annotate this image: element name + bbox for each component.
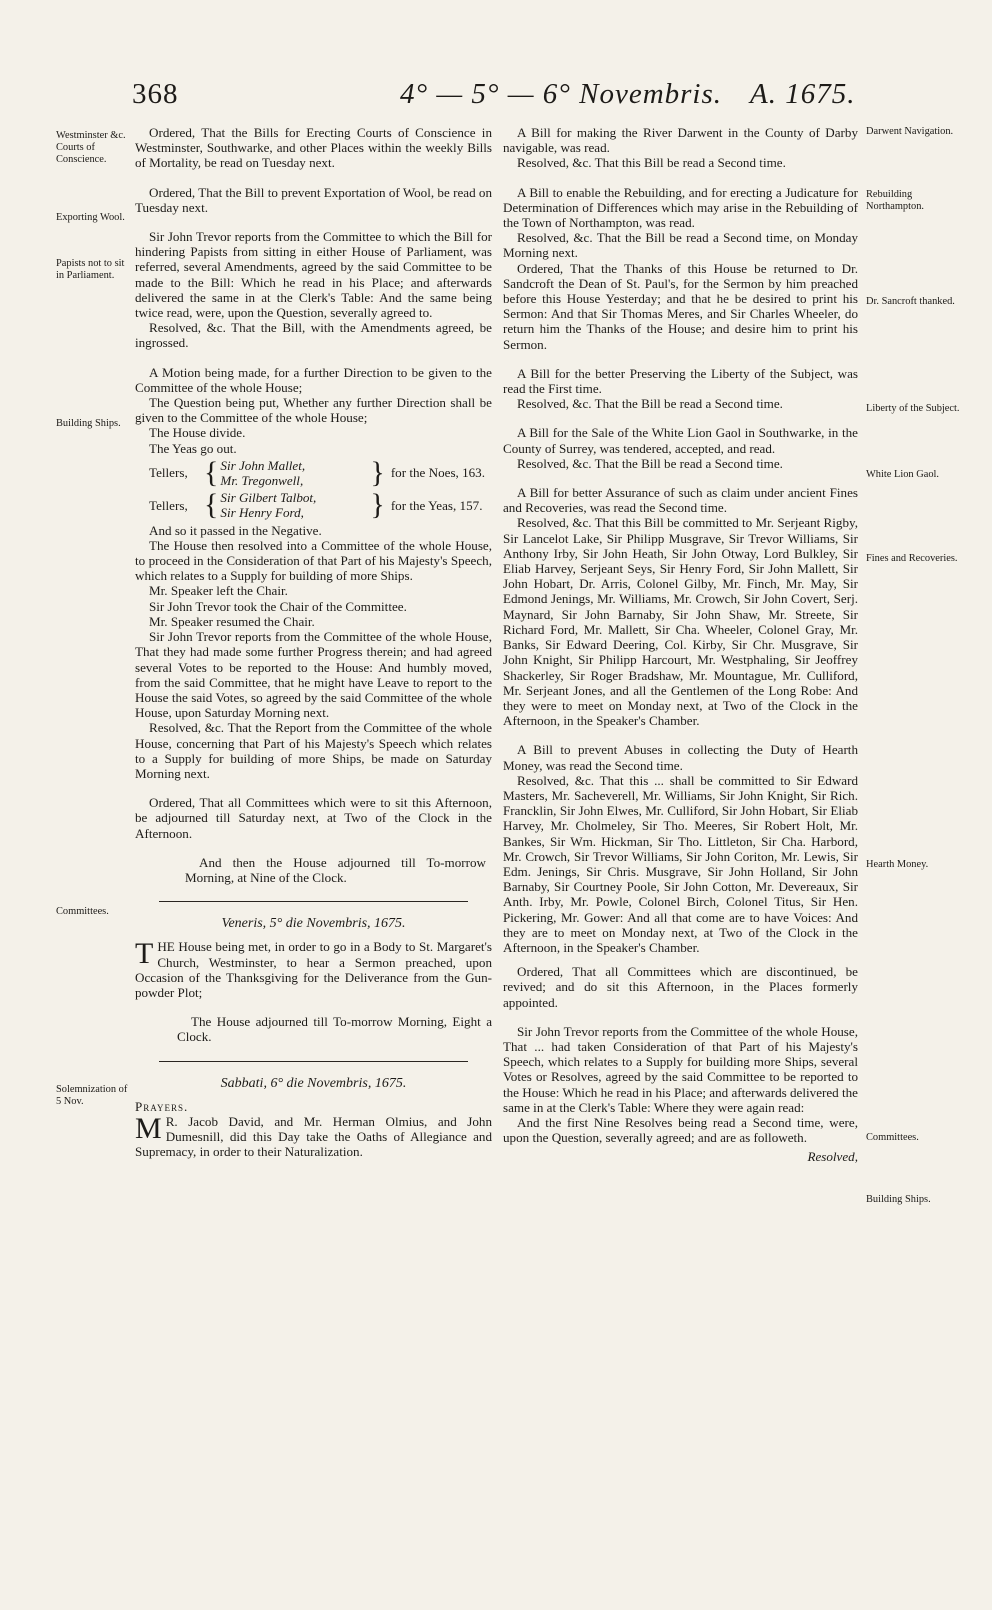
paragraph: Sir John Trevor reports from the Committee to which the Bill for hindering Papists from sitting in either House of Parliament, was referred, several Amendments, agreed by the said Committee to be made to the Bill: Which he read in his Place; and afterwards delivered the same in at the Clerk's Table: And the same being twice read, were, upon the Question, severally agreed to.	[135, 229, 492, 321]
tellers-label: Tellers,	[149, 465, 188, 481]
paragraph: The Yeas go out.	[149, 440, 237, 456]
paragraph: A Bill for better Assurance of such as claim under ancient Fines and Recoveries, was read the Second time.	[503, 485, 858, 516]
paragraph: Resolved, &c. That this Bill be committed to Mr. Serjeant Rigby, Sir Lancelot Lake, Sir Philipp Musgrave, Sir Trevor Williams, Sir Anthony Irby, Sir John Heath, Sir John Otway, Lord Bulkley, Sir Eliab Harvey, Serjeant Seys, Sir Henry Ford, Sir John Mallett, Sir John Hobart, Dr. Arris, Colonel Gilby, Mr. Finch, Mr. May, Sir Edmond Jenings, Mr. Williams, Mr. Crowch, Sir John Covert, Serj. Maynard, Sir John Barnaby, Sir John Shaw, Mr. Streete, Sir Richard Ford, Mr. Mallett, Sir Cha. Wheeler, Colonel Gray, Mr. Banks, Sir Edward Deering, Col. Kirby, Sir Chr. Musgrave, Sir John Knight, Sir Philipp Harcourt, Mr. Westphaling, Sir Jeoffrey Shackerley, Sir Roger Bradshaw, Mr. Mountague, Mr. Culliford, Mr. Serjeant Jones, and all the Gentlemen of the Long Robe: And they were to meet on Monday next, at Two of the Clock in the Afternoon, in the Speaker's Chamber.	[503, 515, 858, 729]
section-divider	[159, 1061, 468, 1062]
paragraph: Ordered, That the Bill to prevent Exportation of Wool, be read on Tuesday next.	[135, 184, 492, 215]
teller-result: for the Yeas, 157.	[390, 497, 483, 513]
brace-open: {	[204, 456, 219, 490]
paragraph: Resolved, &c. That the Bill, with the Amendments agreed, be ingrossed.	[135, 320, 492, 351]
paragraph: Ordered, That all Committees which are discontinued, be revived; and do sit this Afternoon, in the Places formerly appointed.	[503, 964, 858, 1010]
margin-note-darwent: Darwent Navigation.	[866, 126, 954, 137]
margin-note-hearth: Hearth Money.	[866, 859, 929, 870]
drop-cap: M	[135, 1111, 162, 1145]
paragraph: Ordered, That the Thanks of this House be returned to Dr. Sandcroft the Dean of St. Paul's, for the Sermon by him preached before this House Yesterday; and that he be desired to print his Sermon: And that Sir Thomas Meres, and Sir Charles Wheeler, do return him the Thanks of the House; and desire him to print his Sermon.	[503, 260, 858, 352]
date-heading: 4° — 5° — 6° Novembris.	[400, 78, 723, 110]
page-number: 368	[132, 78, 179, 110]
adjournment: The House adjourned till To-morrow Morning, Eight a Clock.	[177, 1014, 492, 1045]
teller-names	[220, 458, 370, 488]
prayers-heading: Prayers.	[135, 1098, 189, 1114]
date-heading-veneris: Veneris, 5° die Novembris, 1675.	[221, 916, 406, 932]
paragraph: Resolved, &c. That the Bill be read a Second time, on Monday Morning next.	[503, 230, 858, 261]
teller-name: Sir Gilbert Talbot,	[220, 490, 317, 506]
drop-cap: T	[135, 937, 154, 971]
paragraph: And so it passed in the Negative.	[149, 522, 322, 538]
paragraph-text: HE House being met, in order to go in a Body to St. Margaret's Church, Westminster, to hear a Sermon preached, upon Occasion of the Thanksgiving for the Deliverance from the Gun-powder Plot;	[135, 939, 492, 1000]
teller-name: Sir John Mallet,	[220, 457, 306, 473]
margin-note-papists: Papists not to sit in Parliament.	[56, 258, 125, 281]
paragraph: A Bill to enable the Rebuilding, and for erecting a Judicature for Determination of Differences which may arise in the Rebuilding of the Town of Northampton, was read.	[503, 184, 858, 231]
teller-name: Mr. Tregonwell,	[220, 473, 304, 489]
margin-note-solemnization: Solemnization of 5 Nov.	[56, 1084, 128, 1107]
margin-note-courts: Westminster &c. Courts of Conscience.	[56, 130, 126, 165]
right-column	[503, 125, 858, 1165]
tellers-yeas	[135, 490, 492, 520]
brace-close: }	[370, 456, 385, 490]
margin-note-whitelion: White Lion Gaol.	[866, 469, 940, 480]
paragraph: Mr. Speaker left the Chair.	[149, 583, 288, 599]
teller-name: Sir Henry Ford,	[220, 505, 304, 521]
paragraph: Sir John Trevor reports from the Committee of the whole House, That ... had taken Consideration of that Part of his Majesty's Speech, which relates to a Supply for building more Ships, several Votes or Resolves, agreed by the said Committee to be reported to the House: Which he read in his Place; and afterwards delivered the same in at the Clerk's Table: Where they were again read:	[503, 1023, 858, 1115]
brace-open: {	[204, 488, 219, 522]
teller-names	[220, 490, 370, 520]
paragraph: Sir John Trevor reports from the Committee of the whole House, That they had made some further Progress therein; and had agreed several Votes to be reported to the House: And humbly moved, from the said Committee, that he might have Leave to report to the House the said Votes, so agreed by the said Committee of the whole House, upon Saturday Morning next.	[135, 629, 492, 721]
left-column	[135, 125, 492, 1160]
paragraph: Mr. Speaker resumed the Chair.	[149, 613, 315, 629]
tellers-noes	[135, 458, 492, 488]
margin-note-sancroft: Dr. Sancroft thanked.	[866, 296, 955, 307]
paragraph: Sir John Trevor took the Chair of the Committee.	[149, 598, 407, 614]
margin-note-ships: Building Ships.	[56, 418, 121, 429]
paragraph: Resolved, &c. That this Bill be read a Second time.	[517, 155, 786, 171]
paragraph	[135, 1111, 492, 1160]
section-divider	[159, 901, 468, 902]
paragraph: A Bill for the better Preserving the Liberty of the Subject, was read the First time.	[503, 365, 858, 397]
paragraph: Ordered, That the Bills for Erecting Courts of Conscience in Westminster, Southwarke, and other Places within the weekly Bills of Mortality, be read on Tuesday next.	[135, 125, 492, 171]
paragraph: And the first Nine Resolves being read a Second time, were, upon the Question, severally agreed; and are as followeth.	[503, 1114, 858, 1146]
margin-note-liberty: Liberty of the Subject.	[866, 403, 960, 414]
margin-note-committees-right: Committees.	[866, 1132, 919, 1143]
paragraph: Ordered, That all Committees which were to sit this Afternoon, be adjourned till Saturday next, at Two of the Clock in the Afternoon.	[135, 795, 492, 841]
paragraph: A Bill for the Sale of the White Lion Gaol in Southwarke, in the County of Surrey, was tendered, accepted, and read.	[503, 425, 858, 456]
date-heading-sabbati: Sabbati, 6° die Novembris, 1675.	[220, 1075, 407, 1091]
margin-note-northampton: Rebuilding Northampton.	[866, 189, 925, 212]
paragraph: A Bill for making the River Darwent in the County of Darby navigable, was read.	[503, 125, 858, 156]
paragraph: Resolved, &c. That the Bill be read a Second time.	[517, 396, 783, 412]
paragraph: The House divide.	[149, 425, 246, 441]
paragraph: Resolved, &c. That the Report from the Committee of the whole House, concerning that Part of his Majesty's Speech which relates to a Supply for building of more Ships, be made on Saturday Morning next.	[135, 720, 492, 781]
paragraph: A Motion being made, for a further Direction to be given to the Committee of the whole House;	[135, 364, 492, 395]
catchword: Resolved,	[807, 1149, 858, 1165]
teller-result: for the Noes, 163.	[390, 465, 485, 481]
year-heading: A. 1675.	[750, 78, 856, 110]
page-header	[0, 78, 992, 118]
tellers-label: Tellers,	[149, 497, 188, 513]
margin-note-committees: Committees.	[56, 906, 109, 917]
margin-note-fines: Fines and Recoveries.	[866, 553, 958, 564]
margin-note-wool: Exporting Wool.	[56, 212, 125, 223]
paragraph: Resolved, &c. That this ... shall be committed to Sir Edward Masters, Mr. Sacheverell, Mr. Williams, Sir John Knight, Sir Rich. Francklin, Sir John Elwes, Mr. Culliford, Sir John Hobart, Sir Eliab Harvey, Mr. Cholmeley, Sir Tho. Meeres, Sir Robert Holt, Mr. Bankes, Sir Wm. Hickman, Sir Tho. Littleton, Sir Cha. Harbord, Mr. Crowch, Sir Trevor Williams, Sir John Coriton, Mr. Lewis, Sir Edm. Jenings, Sir Chris. Musgrave, Sir John Holland, Sir John Barnaby, Sir Courtney Poole, Sir John Cotton, Mr. Devereaux, Sir Anth. Irby, Mr. Powle, Colonel Birch, Colonel Titus, Sir Hen. Pickering, Mr. Gower: And all that come are to have Voices: And they are to meet on Monday next, at Two of the Clock in the Afternoon, in the Speaker's Chamber.	[503, 772, 858, 955]
paragraph: The House then resolved into a Committee of the whole House, to proceed in the Consideration of that Part of his Majesty's Speech, which relates to a Supply for building of more Ships.	[135, 537, 492, 584]
paragraph: Resolved, &c. That the Bill be read a Second time.	[517, 455, 783, 471]
margin-note-ships-right: Building Ships.	[866, 1194, 931, 1205]
paragraph: The Question being put, Whether any further Direction shall be given to the Committee of the whole House;	[135, 395, 492, 426]
adjournment: And then the House adjourned till To-morrow Morning, at Nine of the Clock.	[185, 854, 486, 885]
paragraph	[135, 939, 492, 1000]
brace-close: }	[370, 488, 385, 522]
paragraph: A Bill to prevent Abuses in collecting the Duty of Hearth Money, was read the Second time.	[503, 742, 858, 773]
paragraph-text: R. Jacob David, and Mr. Herman Olmius, and John Dumesnill, did this Day take the Oaths of Allegiance and Supremacy, in order to their Naturalization.	[135, 1113, 492, 1160]
